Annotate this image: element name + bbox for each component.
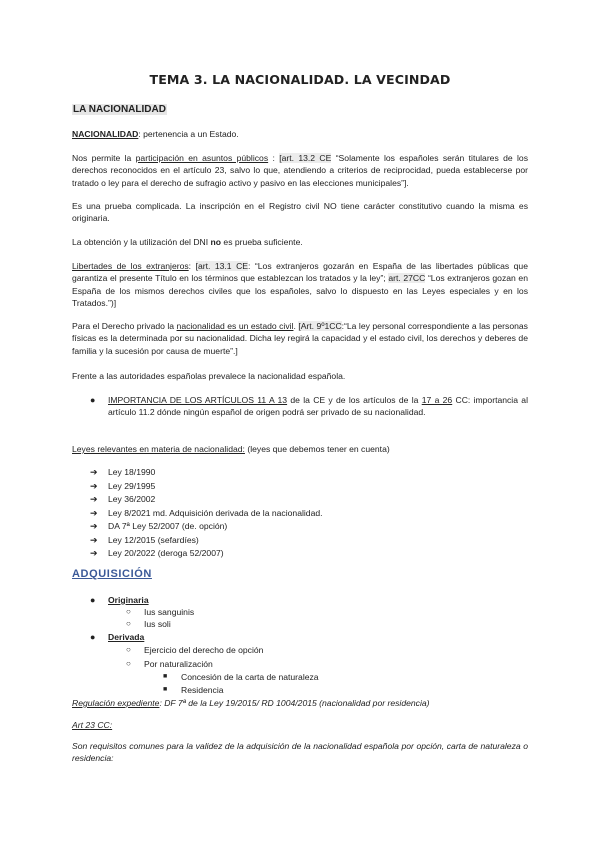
ley-item: Ley 20/2022 (deroga 52/2007) <box>108 548 224 558</box>
text-run: : “Los extranjeros gozarán en España de las libertades públicas que garantiza el presente Título en los términos que establezcan los tratados y la ley”; <box>72 261 528 284</box>
article-reference: [Art. 9º1CC <box>298 321 342 331</box>
originaria-label: Originaria <box>108 595 149 605</box>
definition-term: NACIONALIDAD <box>72 129 139 139</box>
bullet-dot-icon: ● <box>90 632 96 642</box>
section-heading-nacionalidad: LA NACIONALIDAD <box>73 104 166 115</box>
article-reference: art. 27CC <box>388 273 426 284</box>
article-reference: [art. 13.1 CE <box>195 261 249 271</box>
ley-item: Ley 29/1995 <box>108 481 156 491</box>
arrow-icon: ➔ <box>90 548 98 558</box>
arrow-icon: ➔ <box>90 494 98 504</box>
derivada-item: Ejercicio del derecho de opción <box>144 645 264 655</box>
regulacion-line <box>72 697 528 709</box>
arrow-icon: ➔ <box>90 467 98 477</box>
circle-bullet-icon: ○ <box>126 607 131 616</box>
circle-bullet-icon: ○ <box>126 645 131 654</box>
text-run: : <box>268 153 280 163</box>
text-run: . <box>293 321 299 331</box>
originaria-item: Ius sanguinis <box>144 607 195 617</box>
text-run: : <box>188 261 196 271</box>
definition-paragraph <box>72 128 528 140</box>
regulacion-label: Regulación expediente <box>72 698 160 708</box>
naturalizacion-item: Residencia <box>181 685 224 695</box>
art23-heading: Art 23 CC: <box>72 720 113 730</box>
ley-item: Ley 8/2021 md. Adquisición derivada de la nacionalidad. <box>108 508 323 518</box>
ley-item: Ley 36/2002 <box>108 494 156 504</box>
paragraph-prevalece: Frente a las autoridades españolas prevalece la nacionalidad española. <box>72 371 346 381</box>
text-run: Nos permite la <box>72 153 136 163</box>
square-bullet-icon: ■ <box>163 673 168 680</box>
participacion-link: participación en asuntos públicos <box>135 153 269 163</box>
extranjeros-link: Libertades de los extranjeros <box>72 261 189 271</box>
text-run: es prueba suficiente. <box>221 237 303 247</box>
arrow-icon: ➔ <box>90 521 98 531</box>
originaria-item: Ius soli <box>144 619 171 629</box>
page-title: TEMA 3. LA NACIONALIDAD. LA VECINDAD <box>149 72 451 87</box>
ley-item: DA 7ª Ley 52/2007 (de. opción) <box>108 521 228 531</box>
definition-text: : pertenencia a un Estado. <box>138 129 239 139</box>
paragraph-estado-civil <box>72 320 528 357</box>
text-run: La obtención y la utilización del DNI <box>72 237 211 247</box>
paragraph-prueba: Es una prueba complicada. La inscripción en el Registro civil NO tiene carácter constitutivo cuando la misma es originaria. <box>72 201 528 224</box>
ley-item: Ley 18/1990 <box>108 467 156 477</box>
naturalizacion-item: Concesión de la carta de naturaleza <box>181 672 319 682</box>
text-run: “Los extranjeros gozan en España de los mismos derechos civiles que los españoles, salvo lo dispuesto en las Leyes especiales y en los Tratados.”)] <box>72 273 528 308</box>
square-bullet-icon: ■ <box>163 686 168 693</box>
articulos-link: 17 a 26 <box>421 395 453 405</box>
requisitos-paragraph: Son requisitos comunes para la validez de la adquisición de la nacionalidad española por opción, carta de naturaleza o residencia: <box>72 741 528 764</box>
estado-civil-link: nacionalidad es un estado civil <box>176 321 294 331</box>
arrow-icon: ➔ <box>90 481 98 491</box>
paragraph-extranjeros <box>72 260 528 309</box>
regulacion-text: : DF 7ª de la Ley 19/2015/ RD 1004/2015 (nacionalidad por residencia) <box>159 698 430 708</box>
article-reference: [art. 13.2 CE <box>279 153 332 163</box>
bullet-dot-icon: ● <box>90 595 96 605</box>
text-run: CC: importancia al artículo 11.2 dónde ningún español de origen podrá ser privado de su nacionalidad. <box>108 395 528 418</box>
leyes-title: Leyes relevantes en materia de nacionalidad: <box>72 444 245 454</box>
text-run: :“La ley personal correspondiente a las personas físicas es la determinada por su nacionalidad. Dicha ley regirá la capacidad y el estado civil, los derechos y deberes de familia y la sucesión por causa de muerte”.] <box>72 321 528 356</box>
text-run: Para el Derecho privado la <box>72 321 177 331</box>
ley-item: Ley 12/2015 (sefardíes) <box>108 535 199 545</box>
text-run: de la CE y de los artículos de la <box>287 395 422 405</box>
section-heading-adquisicion: ADQUISICIÓN <box>72 568 152 580</box>
arrow-icon: ➔ <box>90 535 98 545</box>
leyes-note: (leyes que debemos tener en cuenta) <box>244 444 390 454</box>
leyes-heading <box>72 443 528 455</box>
derivada-item: Por naturalización <box>144 659 213 669</box>
paragraph-participacion <box>72 152 528 189</box>
circle-bullet-icon: ○ <box>126 619 131 628</box>
bold-no: no <box>210 237 222 247</box>
bullet-dot-icon: ● <box>90 395 96 405</box>
importancia-link: IMPORTANCIA DE LOS ARTÍCULOS 11 A 13 <box>108 395 288 405</box>
arrow-icon: ➔ <box>90 508 98 518</box>
paragraph-dni <box>72 236 528 248</box>
derivada-label: Derivada <box>108 632 145 642</box>
circle-bullet-icon: ○ <box>126 659 131 668</box>
importancia-item <box>108 394 528 419</box>
text-run: “Solamente los españoles serán titulares de los derechos reconocidos en el artículo 23, salvo lo que, atendiendo a criterios de reciprocidad, pueda establecerse por tratado o ley para el derecho de sufragio activo y pasivo en las elecciones municipales”]. <box>72 153 528 188</box>
